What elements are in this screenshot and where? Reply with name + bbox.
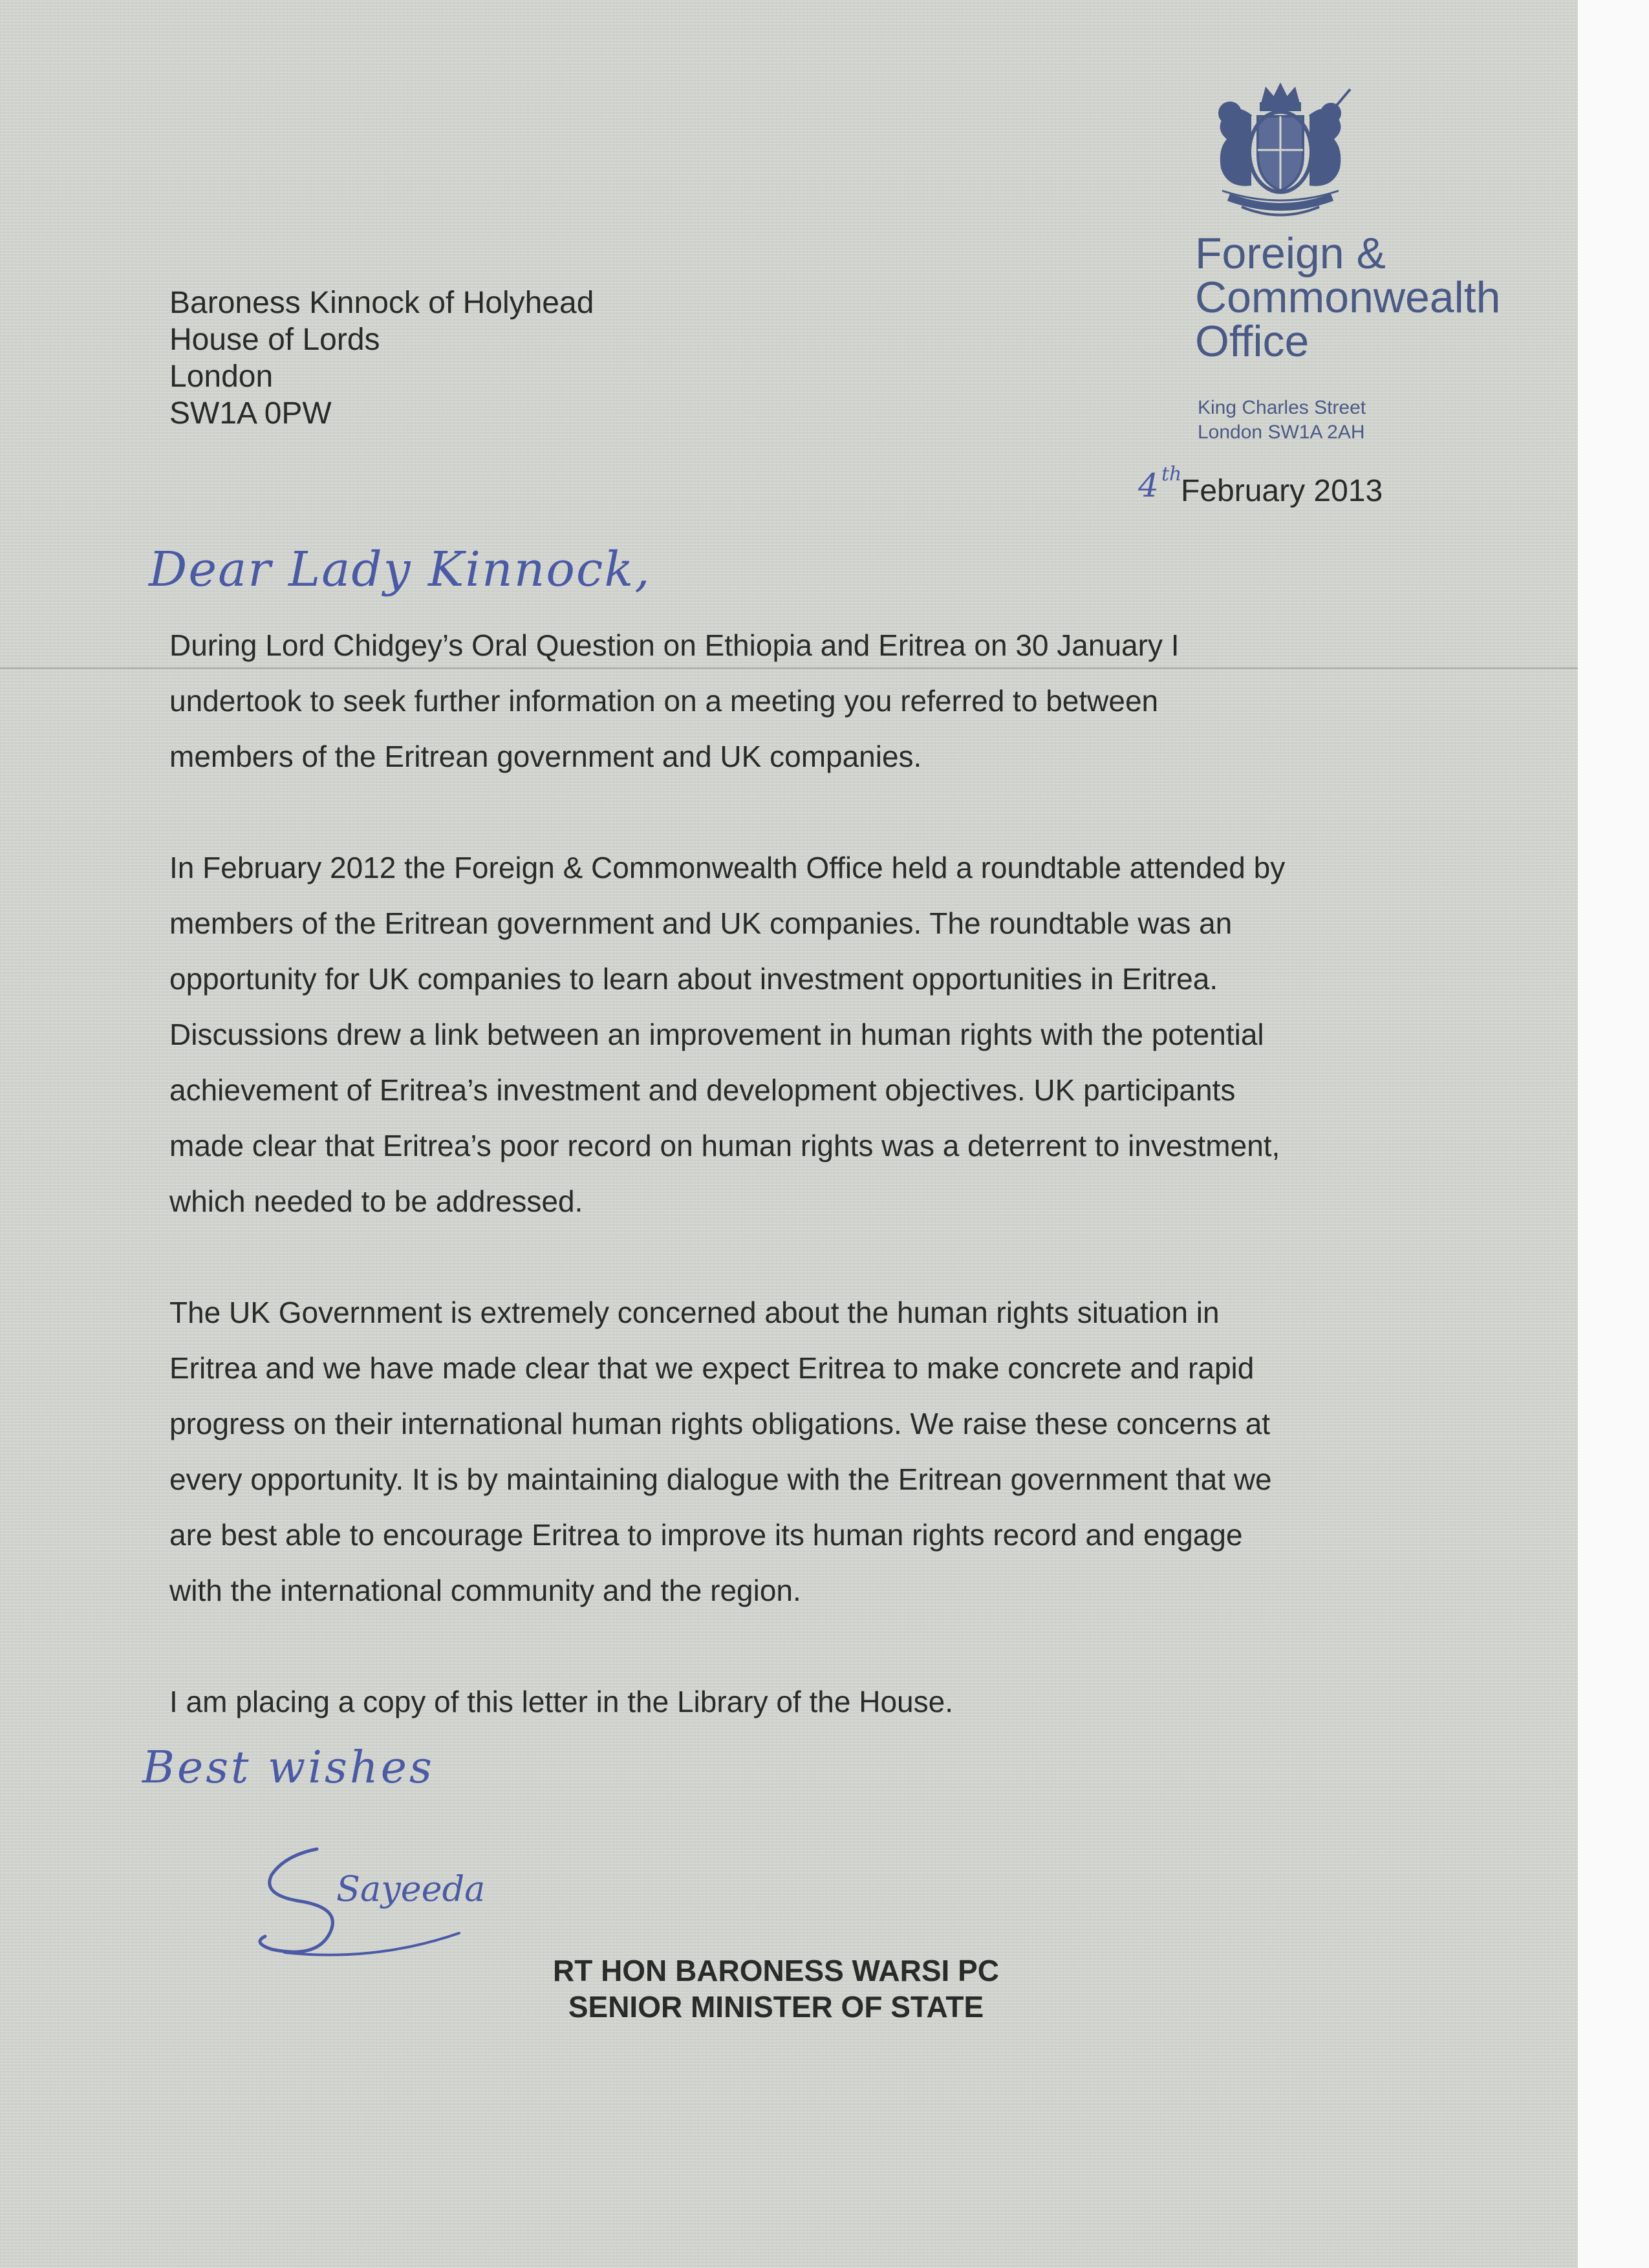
body-line: are best able to encourage Eritrea to improve its human rights record and engage [169, 1518, 1243, 1552]
body-line: members of the Eritrean government and UK companies. [169, 740, 922, 773]
date-printed: February 2013 [1181, 474, 1383, 508]
fco-name-line: Office [1195, 317, 1310, 366]
body-paragraph [169, 840, 1463, 1229]
signature-name: Sayeeda [336, 1868, 486, 1909]
body-line: I am placing a copy of this letter in the Library of the House. [169, 1685, 953, 1718]
body-line: Eritrea and we have made clear that we expect Eritrea to make concrete and rapid [169, 1351, 1255, 1385]
body-line: undertook to seek further information on a meeting you referred to between [169, 684, 1159, 718]
fco-address-line: London SW1A 2AH [1198, 422, 1365, 443]
body-line: opportunity for UK companies to learn about investment opportunities in Eritrea. [169, 962, 1218, 996]
salutation-handwritten: Dear Lady Kinnock, [149, 542, 651, 597]
body-line: During Lord Chidgey’s Oral Question on Ethiopia and Eritrea on 30 January I [169, 628, 1180, 662]
recipient-line: London [169, 359, 274, 394]
body-paragraph [169, 617, 1463, 784]
scanner-margin [1578, 0, 1649, 2268]
body-line: every opportunity. It is by maintaining dialogue with the Eritrean government that we [169, 1462, 1272, 1496]
body-paragraph [169, 1285, 1463, 1618]
body-line: Discussions drew a link between an improvement in human rights with the potential [169, 1018, 1264, 1051]
fco-name-line: Commonwealth [1195, 273, 1501, 322]
letter-body [169, 617, 1463, 1785]
date-handwritten-suffix: th [1161, 463, 1182, 486]
recipient-line: SW1A 0PW [169, 396, 332, 431]
body-paragraph [169, 1674, 1463, 1729]
body-line: members of the Eritrean government and UK companies. The roundtable was an [169, 906, 1233, 940]
body-line: which needed to be addressed. [169, 1184, 583, 1218]
date-handwritten-day: 4 [1138, 467, 1159, 504]
body-line: with the international community and the region. [169, 1574, 801, 1607]
body-line: made clear that Eritrea’s poor record on human rights was a deterrent to investment, [169, 1129, 1280, 1162]
signatory-title: SENIOR MINISTER OF STATE [568, 1990, 984, 2024]
body-line: The UK Government is extremely concerned about the human rights situation in [169, 1296, 1220, 1329]
recipient-address [169, 284, 594, 432]
letter-date [1138, 463, 1410, 512]
fco-name-line: Foreign & [1195, 229, 1386, 278]
recipient-line: House of Lords [169, 323, 380, 357]
body-line: achievement of Eritrea’s investment and development objectives. UK participants [169, 1073, 1236, 1107]
body-line: In February 2012 the Foreign & Commonwealth Office held a roundtable attended by [169, 851, 1286, 884]
closing-handwritten: Best wishes [142, 1742, 435, 1793]
fco-address [1198, 396, 1366, 445]
signatory-block [530, 1952, 1022, 2025]
royal-crest-icon [1190, 78, 1371, 226]
fco-address-line: King Charles Street [1198, 397, 1366, 418]
body-line: progress on their international human rights obligations. We raise these concerns at [169, 1407, 1271, 1440]
signatory-name: RT HON BARONESS WARSI PC [552, 1954, 1000, 1987]
recipient-line: Baroness Kinnock of Holyhead [169, 286, 594, 320]
fco-name [1195, 229, 1501, 366]
